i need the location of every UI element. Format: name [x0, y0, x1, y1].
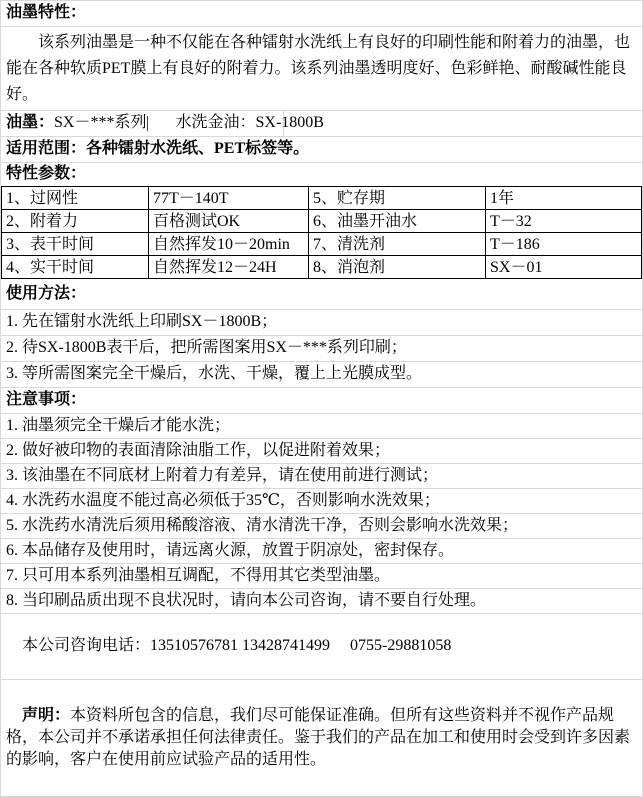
intro-paragraph: 该系列油墨是一种不仅能在各种镭射水洗纸上有良好的印刷性能和附着力的油墨，也能在各种软质PET膜上有良好的附着力。该系列油墨透明度好、色彩鲜艳、耐酸碱性能良好。: [1, 27, 642, 111]
usage-item: 3. 等所需图案完全干燥后，水洗、干燥，覆上上光膜成型。: [1, 362, 642, 388]
table-row: [2, 256, 642, 279]
notes-section-title: 注意事项：: [1, 388, 642, 414]
note-item: 4. 水洗药水温度不能过高必须低于35℃，否则影响水洗效果；: [1, 489, 642, 514]
table-row: [2, 233, 642, 256]
wash-oil-label: 水洗金油：: [175, 114, 256, 131]
param-name: 7、清洗剂: [309, 233, 486, 256]
note-item: 3. 该油墨在不同底材上附着力有差异，请在使用前进行测试；: [1, 464, 642, 489]
param-value: 自然挥发10－20min: [149, 233, 309, 256]
contact-label: 本公司咨询电话：: [22, 637, 151, 654]
param-name: 1、过网性: [2, 187, 149, 210]
page-title: 油墨特性：: [1, 1, 642, 27]
note-item: 5. 水洗药水清洗后须用稀酸溶液、清水清洗干净，否则会影响水洗效果；: [1, 514, 642, 539]
param-value: 77T－140T: [149, 187, 309, 210]
table-row: [2, 210, 642, 233]
ink-series-value: SX－***系列: [54, 114, 147, 131]
param-value: 1年: [486, 187, 642, 210]
param-value: 百格测试OK: [149, 210, 309, 233]
ink-series-row: [1, 111, 642, 137]
note-item: 2. 做好被印物的表面清除油脂工作，以促进附着效果；: [1, 439, 642, 464]
params-section-title: 特性参数：: [6, 165, 87, 182]
param-name: 5、贮存期: [309, 187, 486, 210]
param-value: T－186: [486, 233, 642, 256]
usage-item: 2. 待SX-1800B表干后，把所需图案用SX－***系列印刷；: [1, 336, 642, 362]
usage-item: 1. 先在镭射水洗纸上印刷SX－1800B；: [1, 310, 642, 336]
ink-label: 油墨：: [6, 114, 55, 131]
ink-row-empty-cell: [284, 111, 642, 136]
cell-divider-tick: [147, 116, 148, 131]
table-row: [2, 187, 642, 210]
note-item: 1. 油墨须完全干燥后才能水洗；: [1, 414, 642, 439]
params-table: [1, 186, 642, 279]
param-name: 8、消泡剂: [309, 256, 486, 279]
disclaimer: [1, 680, 642, 796]
phone-numbers: 13510576781 13428741499 0755-29881058: [150, 637, 452, 654]
disclaimer-text: 本资料所包含的信息，我们尽可能保证准确。但所有这些资料并不视作产品规格，本公司并不承诺承担任何法律责任。鉴于我们的产品在加工和使用时会受到许多因素的影响，客户在使用前应试验产品的适用性。: [6, 707, 631, 768]
usage-section-title: 使用方法：: [1, 279, 642, 310]
note-item: 8. 当印刷品质出现不良状况时，请向本公司咨询，请不要自行处理。: [1, 589, 642, 614]
param-name: 4、实干时间: [2, 256, 149, 279]
scope-line: 适用范围：各种镭射水洗纸、PET标签等。: [1, 137, 642, 163]
param-name: 3、表干时间: [2, 233, 149, 256]
param-value: 自然挥发12－24H: [149, 256, 309, 279]
contact-line: [1, 614, 642, 680]
note-item: 6. 本品储存及使用时，请远离火源，放置于阴凉处，密封保存。: [1, 539, 642, 564]
ink-series-cell: [1, 111, 324, 136]
param-value: T－32: [486, 210, 642, 233]
wash-oil-value: SX-1800B: [255, 114, 324, 131]
disclaimer-label: 声明：: [22, 707, 71, 724]
param-name: 6、油墨开油水: [309, 210, 486, 233]
param-name: 2、附着力: [2, 210, 149, 233]
note-item: 7. 只可用本系列油墨相互调配，不得用其它类型油墨。: [1, 564, 642, 589]
param-value: SX－01: [486, 256, 642, 279]
